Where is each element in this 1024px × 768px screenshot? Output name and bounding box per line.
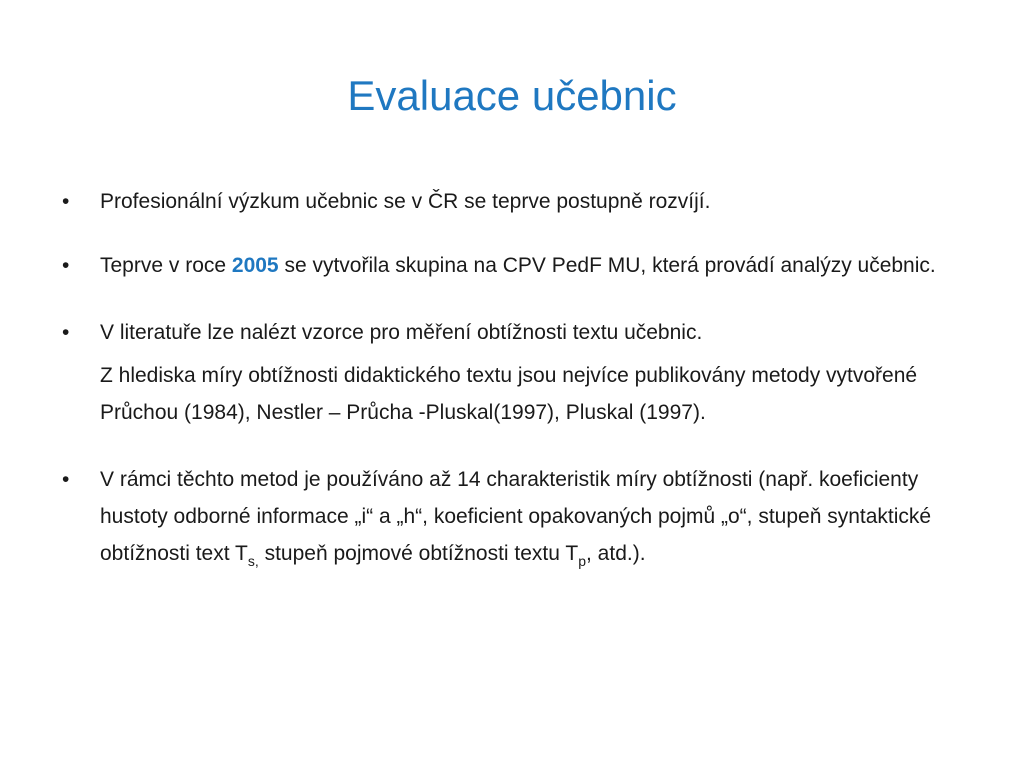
bullet-item-1	[58, 183, 978, 220]
bullet-item-4	[58, 461, 978, 572]
bullet-item-2	[58, 247, 978, 284]
bullet-text-part1: V rámci těchto metod je používáno až 14 charakteristik míry obtížnosti (např. koeficienty hustoty odborné informace „i“ a „h“, koeficient opakovaných pojmů „o“, stupeň syntaktické obtížnosti text T	[100, 468, 932, 565]
bullet-text-part2: stupeň pojmové obtížnosti textu T	[258, 542, 579, 565]
highlighted-year: 2005	[231, 254, 279, 277]
slide-title: Evaluace učebnic	[347, 72, 677, 119]
bullet-text-after: se vytvořila skupina na CPV PedF MU, která provádí analýzy učebnic.	[278, 254, 936, 277]
bullet-text-before: Teprve v roce	[100, 254, 232, 277]
subscript-p: p	[578, 553, 587, 569]
bullet-marker: •	[62, 321, 70, 344]
bullet-marker: •	[62, 254, 70, 277]
bullet-item-3	[58, 314, 978, 351]
slide-content	[58, 183, 978, 572]
bullet-text-part3: , atd.).	[586, 542, 646, 565]
bullet-marker: •	[62, 190, 70, 213]
subscript-s: s,	[247, 553, 259, 569]
bullet-text: V literatuře lze nalézt vzorce pro měření obtížnosti textu učebnic.	[100, 321, 703, 344]
bullet-text: Profesionální výzkum učebnic se v ČR se teprve postupně rozvíjí.	[100, 190, 711, 213]
sub-paragraph: Z hlediska míry obtížnosti didaktického textu jsou nejvíce publikovány metody vytvořené Průchou (1984), Nestler – Průcha -Pluskal(1997), Pluskal (1997).	[100, 364, 918, 424]
bullet-marker: •	[62, 468, 70, 491]
